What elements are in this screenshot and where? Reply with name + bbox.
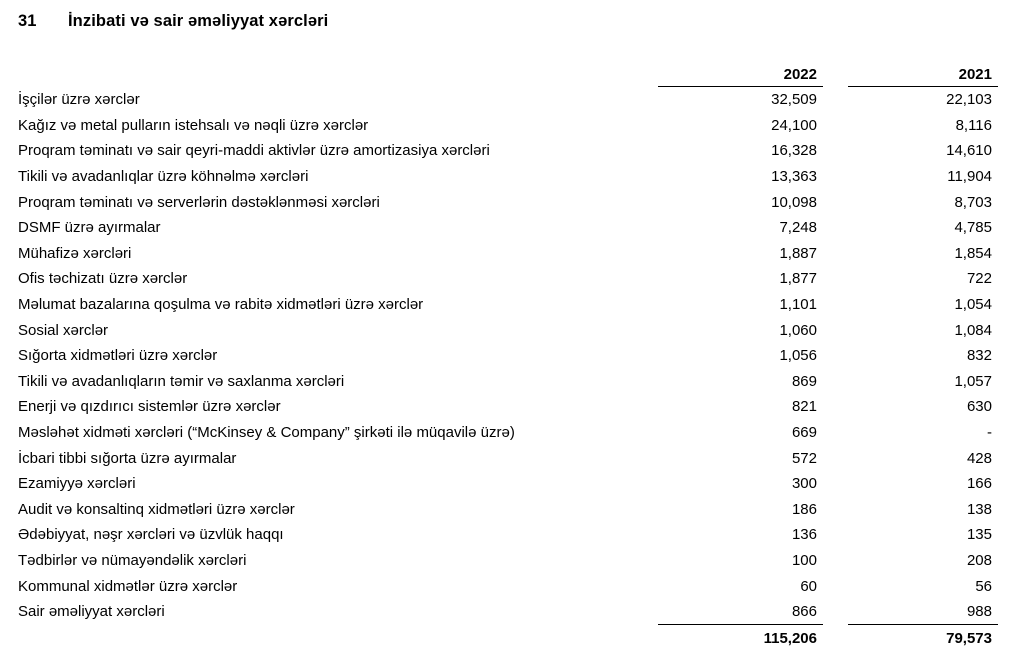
- row-value-2022: 10,098: [771, 193, 817, 211]
- table-row: [0, 420, 1010, 446]
- row-value-2021: 1,854: [954, 244, 992, 262]
- table-row: [0, 548, 1010, 574]
- table-row: [0, 317, 1010, 343]
- row-value-2022: 300: [791, 475, 817, 493]
- row-value-2022: 136: [791, 526, 817, 544]
- row-label: Tədbirlər və nümayəndəlik xərcləri: [18, 551, 247, 569]
- table-row: [0, 369, 1010, 395]
- row-label: Proqram təminatı və sair qeyri-maddi aktivlər üzrə amortizasiya xərcləri: [18, 142, 490, 160]
- row-value-2022: 16,328: [771, 142, 817, 160]
- section-title: [18, 12, 328, 31]
- row-value-2022: 821: [791, 398, 817, 416]
- row-value-2022: 1,877: [779, 270, 817, 288]
- table-row: [0, 164, 1010, 190]
- table-row: [0, 292, 1010, 318]
- row-value-2022: 1,060: [779, 321, 817, 339]
- total-value-2022: 115,206: [658, 624, 823, 651]
- row-value-2021: 8,116: [955, 116, 992, 134]
- row-label: Tikili və avadanlıqlar üzrə köhnəlmə xərcləri: [18, 168, 309, 186]
- table-row: [0, 189, 1010, 215]
- row-value-2021: 1,054: [954, 296, 992, 314]
- table-row: [0, 266, 1010, 292]
- row-label: Audit və konsaltinq xidmətləri üzrə xərclər: [18, 500, 295, 518]
- table-row: [0, 599, 1010, 625]
- row-label: Mühafizə xərcləri: [18, 244, 132, 262]
- row-value-2022: 669: [791, 424, 817, 442]
- row-label: İcbari tibbi sığorta üzrə ayırmalar: [18, 449, 237, 467]
- row-value-2021: 8,703: [954, 193, 992, 211]
- row-value-2021: 138: [966, 500, 992, 518]
- row-value-2021: 4,785: [954, 219, 992, 237]
- row-value-2022: 1,101: [779, 296, 817, 314]
- row-value-2021: 56: [975, 577, 992, 595]
- row-label: Sosial xərclər: [18, 321, 109, 339]
- column-header-2022: 2022: [658, 60, 823, 87]
- row-value-2022: 869: [791, 372, 817, 390]
- table-row: [0, 343, 1010, 369]
- row-value-2021: 1,084: [954, 321, 992, 339]
- row-value-2021: 988: [966, 603, 992, 621]
- table-row: [0, 215, 1010, 241]
- expenses-table: [0, 60, 1010, 651]
- row-value-2022: 572: [791, 449, 817, 467]
- table-row: [0, 497, 1010, 523]
- table-header-row: [0, 60, 1010, 87]
- table-row: [0, 471, 1010, 497]
- row-label: Ədəbiyyat, nəşr xərcləri və üzvlük haqqı: [18, 526, 284, 544]
- row-label: Ofis təchizatı üzrə xərclər: [18, 270, 188, 288]
- total-value-2021: 79,573: [848, 624, 998, 651]
- row-value-2022: 186: [791, 500, 817, 518]
- section-heading: İnzibati və sair əməliyyat xərcləri: [68, 12, 329, 30]
- row-value-2022: 32,509: [771, 91, 817, 109]
- row-value-2021: 208: [966, 551, 992, 569]
- row-value-2021: 22,103: [946, 91, 992, 109]
- row-value-2021: -: [987, 424, 992, 442]
- table-row: [0, 113, 1010, 139]
- row-label: Məlumat bazalarına qoşulma və rabitə xidmətləri üzrə xərclər: [18, 296, 424, 314]
- row-label: Sığorta xidmətləri üzrə xərclər: [18, 347, 218, 365]
- row-value-2022: 60: [800, 577, 817, 595]
- table-row: [0, 445, 1010, 471]
- row-value-2021: 630: [966, 398, 992, 416]
- row-label: Enerji və qızdırıcı sistemlər üzrə xərclər: [18, 398, 281, 416]
- row-label: Ezamiyyə xərcləri: [18, 475, 136, 493]
- row-value-2021: 166: [966, 475, 992, 493]
- row-value-2022: 24,100: [771, 116, 817, 134]
- row-value-2022: 866: [791, 603, 817, 621]
- row-value-2021: 135: [966, 526, 992, 544]
- row-value-2021: 722: [966, 270, 992, 288]
- table-total-row: [0, 624, 1010, 651]
- row-label: Sair əməliyyat xərcləri: [18, 603, 165, 621]
- row-label: Məsləhət xidməti xərcləri (“McKinsey & Company” şirkəti ilə müqavilə üzrə): [18, 424, 515, 442]
- row-value-2021: 428: [966, 449, 992, 467]
- row-label: Kağız və metal pulların istehsalı və nəqli üzrə xərclər: [18, 116, 369, 134]
- row-value-2021: 832: [966, 347, 992, 365]
- column-header-2021: 2021: [848, 60, 998, 87]
- table-row: [0, 241, 1010, 267]
- row-value-2022: 1,887: [779, 244, 817, 262]
- row-label: DSMF üzrə ayırmalar: [18, 219, 161, 237]
- row-label: Proqram təminatı və serverlərin dəstəklənməsi xərcləri: [18, 193, 380, 211]
- row-label: İşçilər üzrə xərclər: [18, 91, 140, 109]
- table-row: [0, 394, 1010, 420]
- table-body: [0, 87, 1010, 624]
- row-value-2022: 100: [791, 551, 817, 569]
- section-number: 31: [18, 12, 37, 30]
- row-value-2021: 1,057: [954, 372, 992, 390]
- row-value-2022: 7,248: [779, 219, 817, 237]
- row-value-2022: 13,363: [771, 168, 817, 186]
- row-value-2021: 14,610: [946, 142, 992, 160]
- table-row: [0, 138, 1010, 164]
- table-row: [0, 573, 1010, 599]
- row-label: Kommunal xidmətlər üzrə xərclər: [18, 577, 238, 595]
- row-label: Tikili və avadanlıqların təmir və saxlanma xərcləri: [18, 372, 345, 390]
- row-value-2022: 1,056: [779, 347, 817, 365]
- row-value-2021: 11,904: [947, 168, 992, 186]
- table-row: [0, 522, 1010, 548]
- table-row: [0, 87, 1010, 113]
